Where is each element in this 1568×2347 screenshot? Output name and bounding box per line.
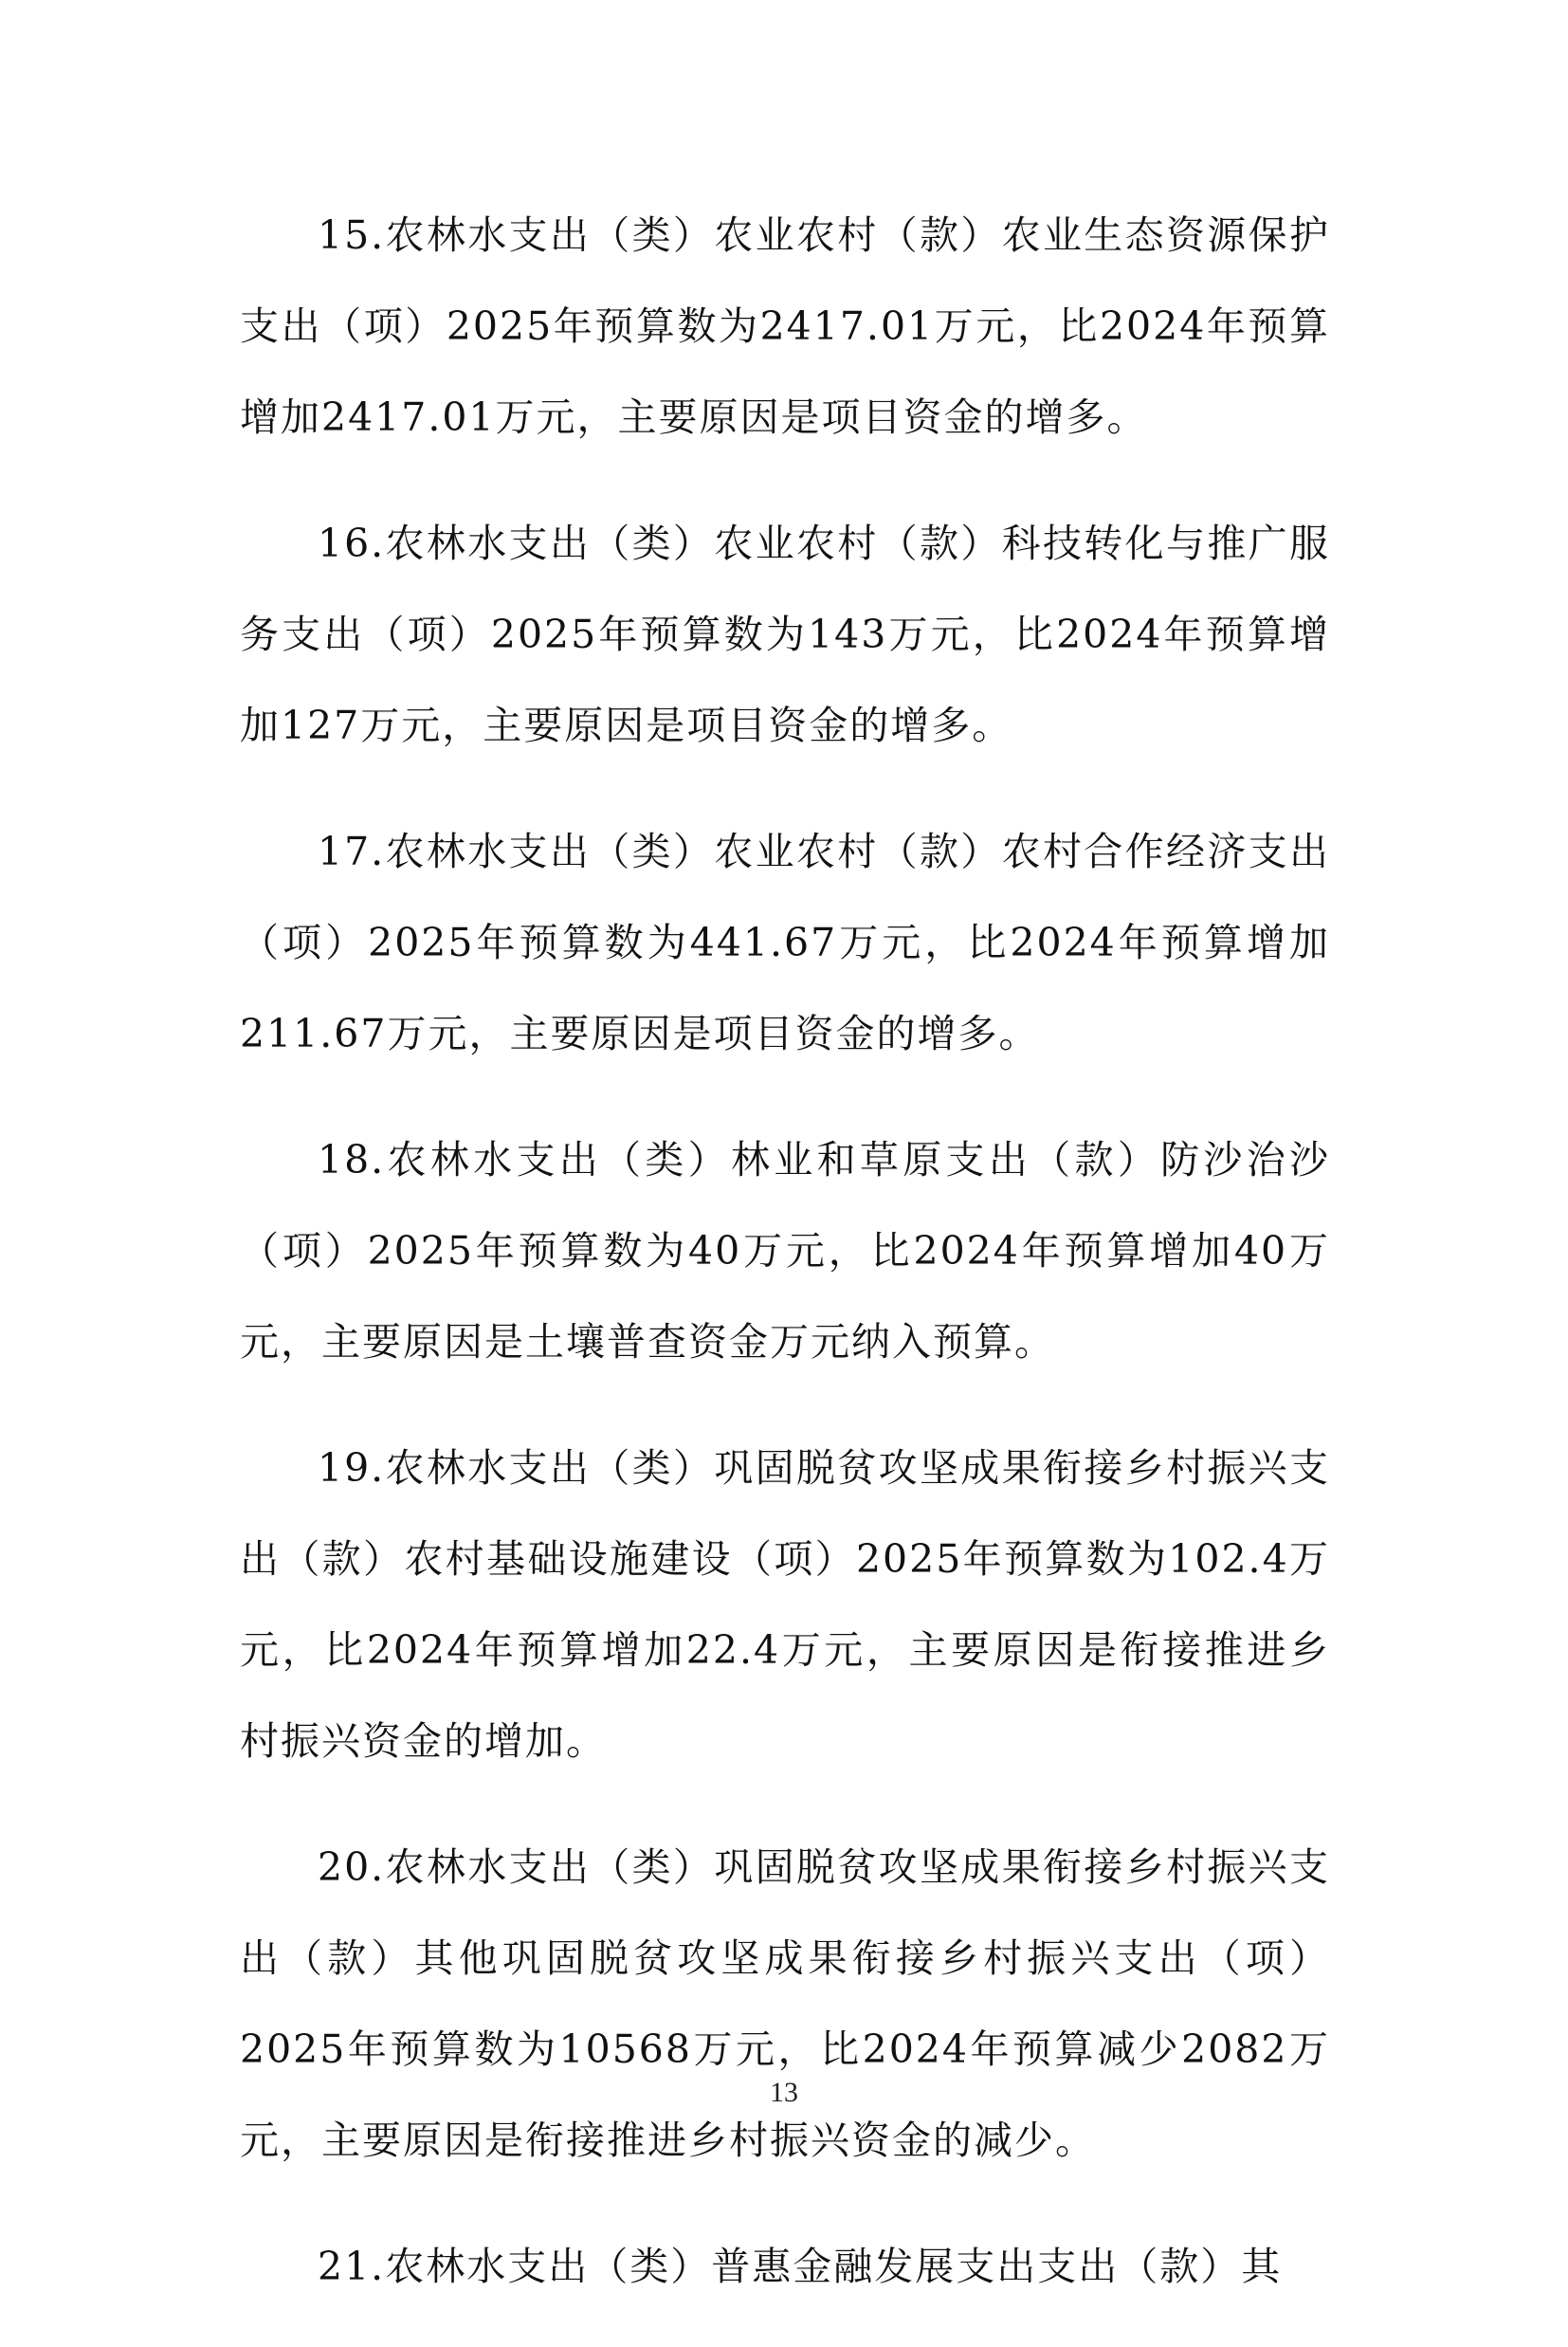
paragraph-item-19: 19.农林水支出（类）巩固脱贫攻坚成果衔接乡村振兴支出（款）农村基础设施建设（项）2025年预算数为102.4万元，比2024年预算增加22.4万元，主要原因是衔接推进乡村振兴资金的增加。 xyxy=(240,1445,1330,1764)
paragraph-item-15: 15.农林水支出（类）农业农村（款）农业生态资源保护支出（项）2025年预算数为2417.01万元，比2024年预算增加2417.01万元，主要原因是项目资金的增多。 xyxy=(240,212,1330,440)
paragraph-item-17: 17.农林水支出（类）农业农村（款）农村合作经济支出（项）2025年预算数为441.67万元，比2024年预算增加211.67万元，主要原因是项目资金的增多。 xyxy=(240,829,1330,1056)
document-body xyxy=(240,190,1330,2347)
paragraph-item-18: 18.农林水支出（类）林业和草原支出（款）防沙治沙（项）2025年预算数为40万元，比2024年预算增加40万元，主要原因是土壤普查资金万元纳入预算。 xyxy=(240,1137,1330,1365)
paragraph-item-21: 21.农林水支出（类）普惠金融发展支出支出（款）其 xyxy=(318,2244,1283,2289)
paragraph-item-16: 16.农林水支出（类）农业农村（款）科技转化与推广服务支出（项）2025年预算数为143万元，比2024年预算增加127万元，主要原因是项目资金的增多。 xyxy=(240,521,1330,748)
paragraph-item-20: 20.农林水支出（类）巩固脱贫攻坚成果衔接乡村振兴支出（款）其他巩固脱贫攻坚成果衔接乡村振兴支出（项）2025年预算数为10568万元，比2024年预算减少2082万元，主要原因是衔接推进乡村振兴资金的减少。 xyxy=(240,1844,1330,2163)
page-number: 13 xyxy=(770,2077,798,2108)
